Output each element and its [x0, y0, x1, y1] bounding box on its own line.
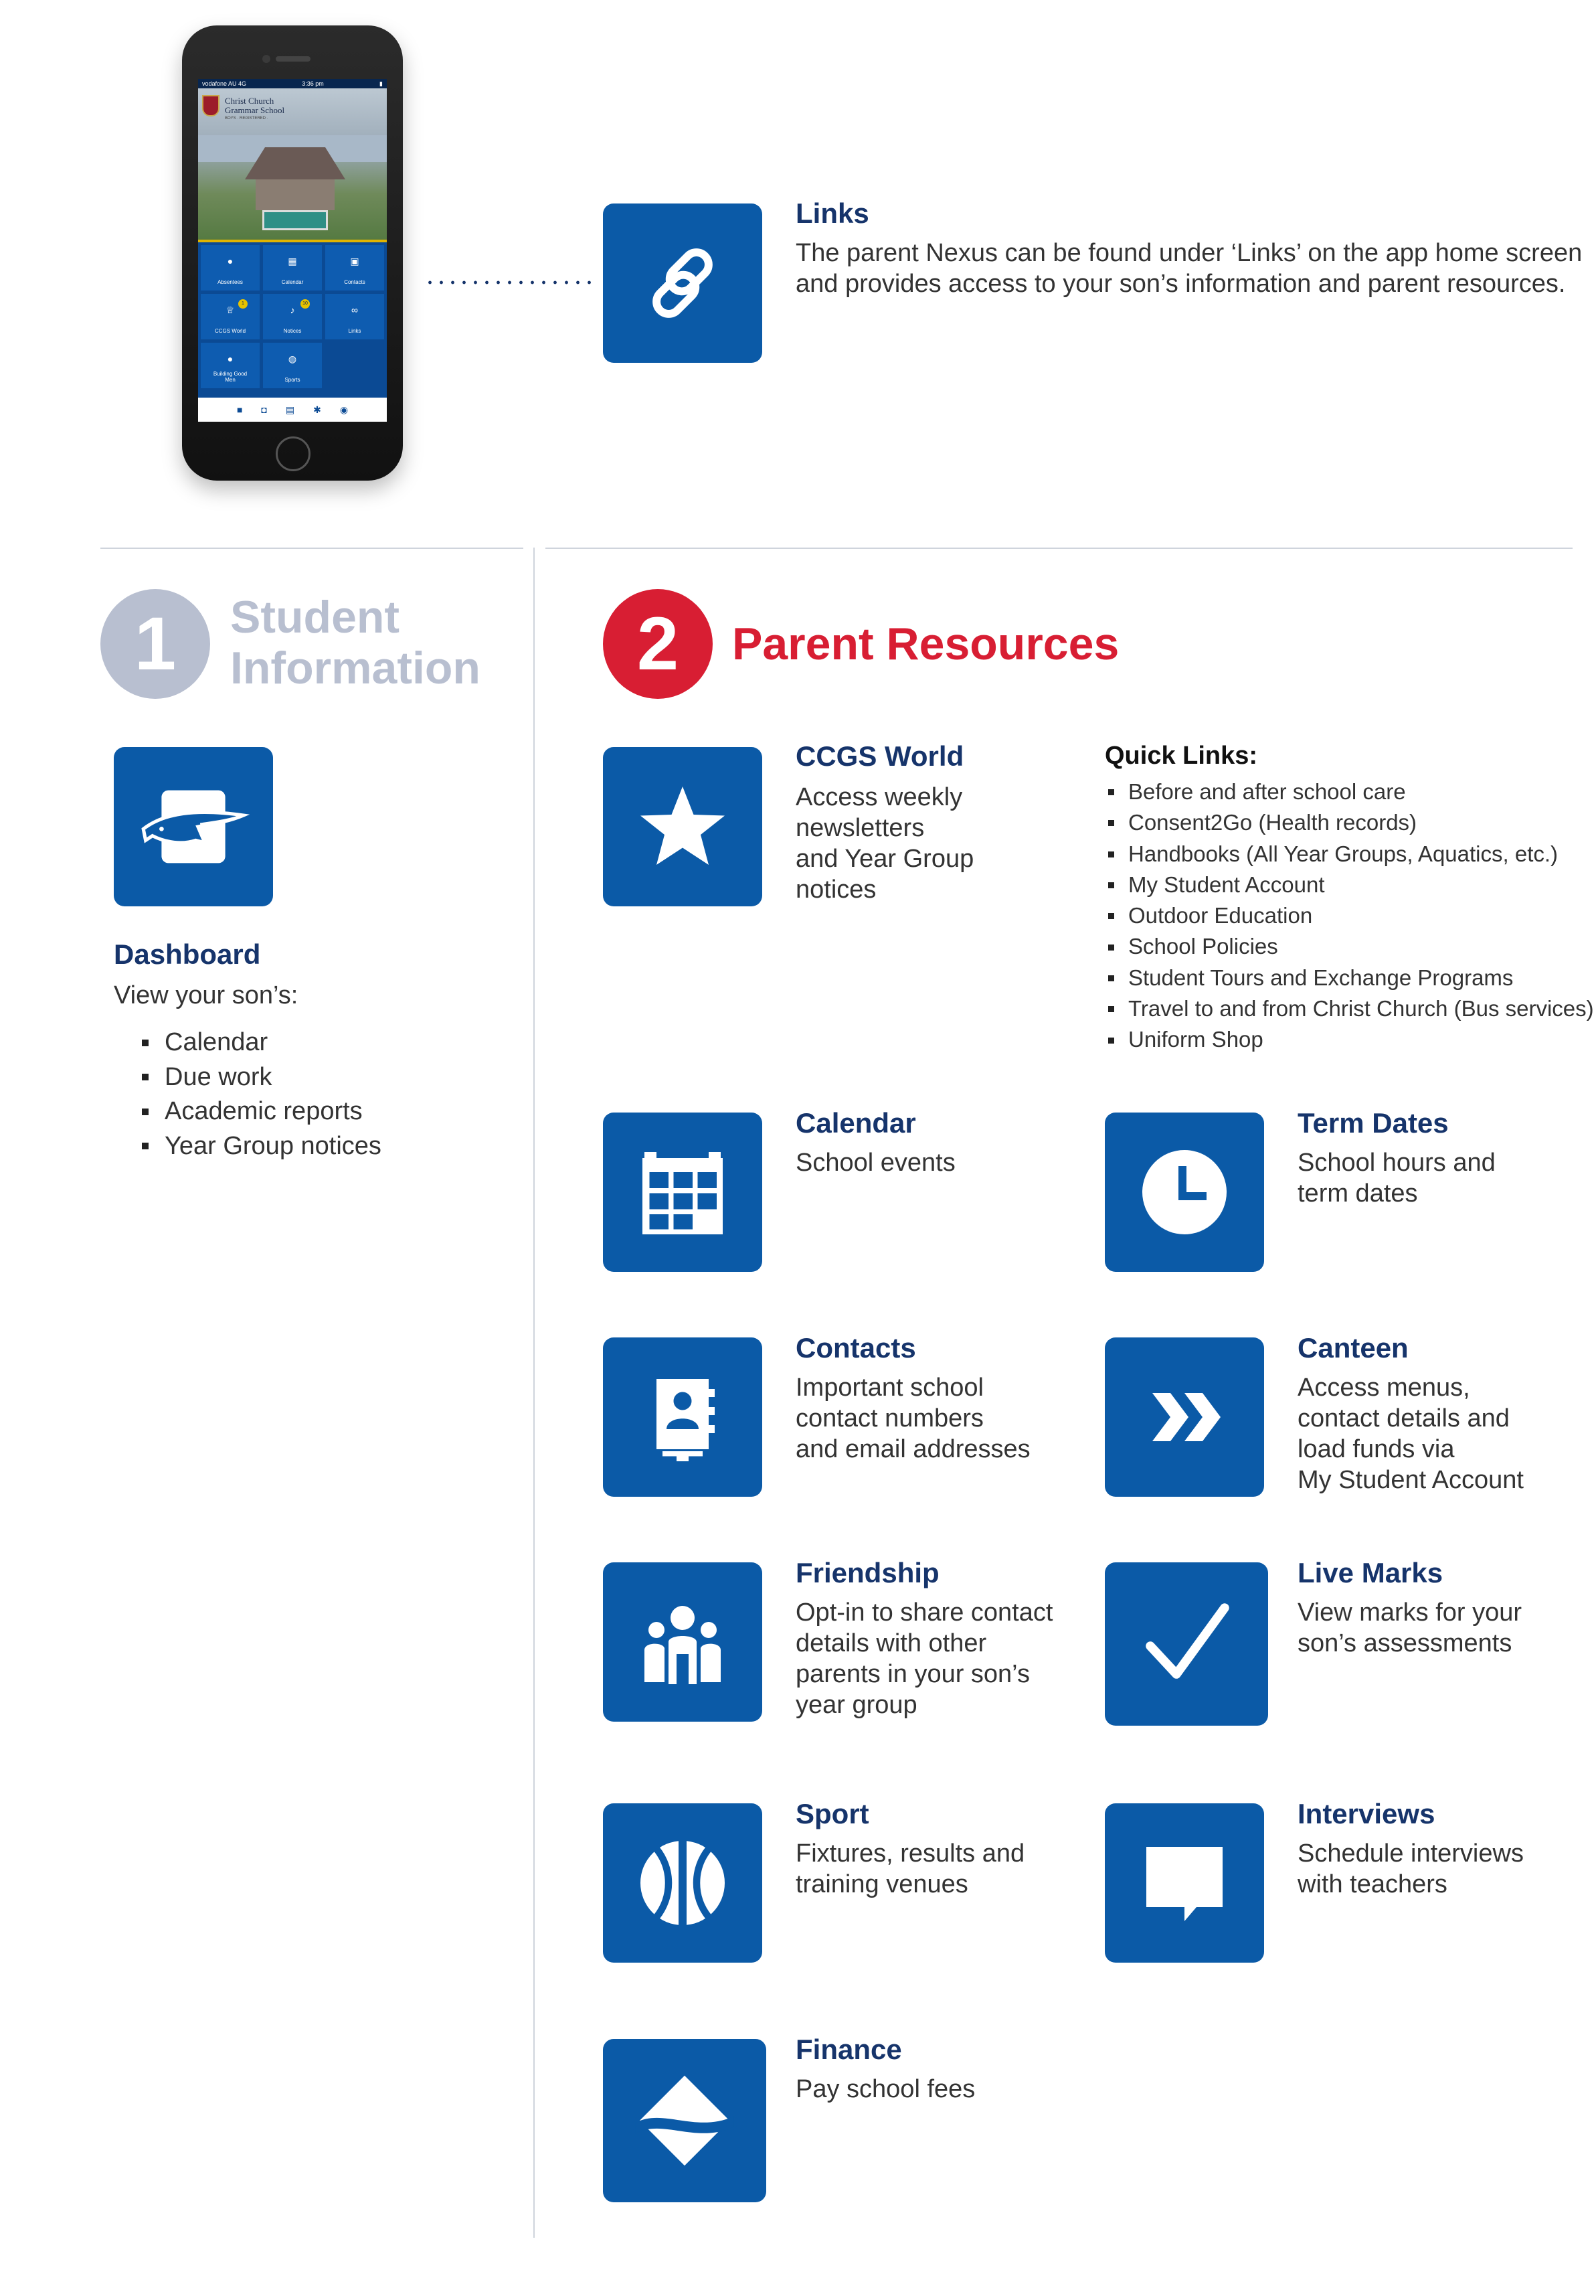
desc-line: Fixtures, results and — [796, 1839, 1025, 1868]
gold-divider — [198, 240, 387, 242]
term-dates-description — [1298, 1147, 1496, 1209]
interviews-tile[interactable] — [1105, 1803, 1264, 1963]
app-tile-links[interactable] — [325, 294, 384, 339]
notification-badge: 10 — [300, 299, 310, 309]
bell-icon: ♪ — [290, 305, 295, 315]
quick-link-item[interactable]: Travel to and from Christ Church (Bus services) — [1128, 993, 1594, 1024]
sport-tile[interactable] — [603, 1803, 762, 1963]
live-marks-tile[interactable] — [1105, 1562, 1268, 1726]
calendar-icon — [632, 1142, 733, 1242]
heading-line: Information — [230, 643, 480, 693]
canteen-title: Canteen — [1298, 1332, 1409, 1364]
desc-line: Pay school fees — [796, 2075, 976, 2103]
quick-link-item[interactable]: School Policies — [1128, 931, 1594, 962]
dashboard-tile[interactable] — [114, 747, 273, 906]
quick-link-item[interactable]: Student Tours and Exchange Programs — [1128, 963, 1594, 993]
school-subtitle: BOYS · REGISTERED · — [225, 116, 268, 120]
phone-status-bar — [198, 79, 387, 88]
interviews-title: Interviews — [1298, 1798, 1435, 1829]
desc-line: Schedule interviews — [1298, 1839, 1524, 1868]
quick-link-item[interactable]: Consent2Go (Health records) — [1128, 807, 1594, 838]
clock-icon — [1134, 1142, 1235, 1242]
desc-line: contact numbers — [796, 1404, 984, 1432]
desc-line: My Student Account — [1298, 1466, 1524, 1494]
term-dates-tile[interactable] — [1105, 1113, 1264, 1272]
desc-line: details with other — [796, 1629, 987, 1657]
phone-camera — [262, 55, 270, 63]
hero-building — [256, 179, 335, 210]
status-time: 3:36 pm — [302, 80, 324, 87]
desc-line: Opt-in to share contact — [796, 1598, 1053, 1627]
quick-link-item[interactable]: Uniform Shop — [1128, 1024, 1594, 1055]
globe-icon[interactable]: ◉ — [339, 404, 349, 415]
trophy-icon: ♕ — [226, 305, 235, 315]
finance-title: Finance — [796, 2034, 902, 2065]
hero-pool — [262, 210, 328, 230]
desc-line: newsletters — [796, 814, 925, 842]
status-carrier: vodafone AU 4G — [202, 80, 247, 87]
app-tile-label: Calendar — [281, 279, 304, 285]
school-name: Christ Church Grammar School — [225, 96, 285, 115]
live-marks-title: Live Marks — [1298, 1557, 1443, 1588]
phone-home-button — [276, 436, 311, 471]
section-number-1: 1 — [100, 589, 210, 699]
app-tile-absentees[interactable] — [201, 245, 260, 291]
quick-link-item[interactable]: Outdoor Education — [1128, 900, 1594, 931]
app-tile-label: Building Good Men — [213, 371, 248, 383]
links-tile[interactable] — [603, 203, 762, 363]
phone-mockup — [182, 25, 403, 481]
facebook-icon[interactable]: ■ — [236, 404, 243, 415]
list-item: Due work — [165, 1060, 381, 1095]
app-tile-contacts[interactable] — [325, 245, 384, 291]
quick-link-item[interactable]: Before and after school care — [1128, 776, 1594, 807]
sport-title: Sport — [796, 1798, 869, 1829]
app-tile-label: Notices — [283, 328, 302, 334]
finance-description — [796, 2074, 975, 2105]
battery-icon: ▮ — [379, 80, 383, 87]
app-tile-label: CCGS World — [214, 328, 246, 334]
canteen-description — [1298, 1372, 1524, 1495]
desc-line: notices — [796, 876, 877, 904]
social-bar — [198, 398, 387, 422]
canteen-tile[interactable] — [1105, 1337, 1264, 1497]
app-tile-label: Absentees — [217, 279, 243, 285]
desc-line: Important school — [796, 1374, 984, 1402]
app-tile-notices[interactable] — [263, 294, 322, 339]
ball-icon — [632, 1833, 733, 1933]
calendar-description — [796, 1147, 956, 1178]
desc-line: and Year Group — [796, 845, 974, 873]
live-marks-description — [1298, 1597, 1522, 1659]
links-desc-line: and provides access to your son’s information and parent resources. — [796, 270, 1566, 298]
dashboard-intro: View your son’s: — [114, 981, 298, 1009]
calendar-tile[interactable] — [603, 1113, 762, 1272]
friendship-description — [796, 1597, 1053, 1720]
diamond-wave-icon — [631, 2067, 738, 2174]
dashboard-list — [165, 1026, 381, 1163]
contacts-title: Contacts — [796, 1332, 916, 1364]
term-dates-title: Term Dates — [1298, 1107, 1449, 1139]
parent-resources-heading: Parent Resources — [732, 619, 1120, 669]
link-icon — [636, 236, 729, 330]
ccgs-world-description — [796, 782, 974, 905]
school-crest-icon — [202, 95, 219, 116]
app-tile-calendar[interactable] — [263, 245, 322, 291]
speech-bubble-icon — [1134, 1833, 1235, 1933]
desc-line: Access menus, — [1298, 1374, 1470, 1402]
app-tile-sports[interactable] — [263, 343, 322, 388]
desc-line: load funds via — [1298, 1435, 1455, 1463]
dotted-connector — [424, 280, 592, 284]
school-branding — [202, 95, 302, 129]
desc-line: and email addresses — [796, 1435, 1031, 1463]
section-number-2: 2 — [603, 589, 713, 699]
links-desc-line: The parent Nexus can be found under ‘Links’ on the app home screen — [796, 239, 1583, 267]
quick-links-title: Quick Links: — [1105, 742, 1258, 770]
gear-icon[interactable]: ✱ — [313, 404, 321, 415]
app-tile-label: Contacts — [344, 279, 365, 285]
address-book-icon — [632, 1367, 733, 1467]
divider-right — [545, 548, 1573, 549]
desc-line: term dates — [1298, 1179, 1418, 1208]
friendship-title: Friendship — [796, 1557, 940, 1588]
double-chevron-icon — [1134, 1367, 1235, 1467]
ccgs-world-tile[interactable] — [603, 747, 762, 906]
contacts-description — [796, 1372, 1031, 1465]
desc-line: View marks for your — [1298, 1598, 1522, 1627]
person-icon: ● — [227, 256, 234, 266]
quick-links-list — [1128, 776, 1594, 1056]
checkmark-icon — [1136, 1594, 1237, 1694]
list-item: Year Group notices — [165, 1129, 381, 1164]
app-tile-building-good-men[interactable] — [201, 343, 260, 388]
finance-tile[interactable] — [603, 2039, 766, 2202]
instagram-icon[interactable]: ◘ — [261, 404, 267, 415]
desc-line: son’s assessments — [1298, 1629, 1512, 1657]
list-item: Calendar — [165, 1026, 381, 1060]
hero-roof — [245, 147, 345, 179]
calendar-icon: ▦ — [288, 256, 297, 266]
student-info-heading — [230, 592, 480, 693]
desc-line: year group — [796, 1691, 917, 1719]
desc-line: contact details and — [1298, 1404, 1510, 1432]
desc-line: parents in your son’s — [796, 1660, 1030, 1688]
app-tile-label: Sports — [284, 377, 300, 383]
person-icon: ● — [227, 353, 234, 364]
dashboard-title: Dashboard — [114, 938, 261, 970]
desc-line: training venues — [796, 1870, 968, 1898]
divider-vertical — [533, 548, 535, 2238]
list-item: Academic reports — [165, 1094, 381, 1129]
links-description — [796, 238, 1582, 299]
links-title: Links — [796, 197, 869, 229]
contacts-tile[interactable] — [603, 1337, 762, 1497]
heading-line: Student — [230, 592, 400, 643]
quick-link-item[interactable]: Handbooks (All Year Groups, Aquatics, etc.) — [1128, 839, 1594, 870]
desc-line: School hours and — [1298, 1149, 1496, 1177]
friendship-tile[interactable] — [603, 1562, 762, 1722]
desc-line: Access weekly — [796, 783, 963, 811]
quick-link-item[interactable]: My Student Account — [1128, 870, 1594, 900]
ball-icon: ◍ — [288, 353, 297, 364]
notification-badge: 1 — [238, 299, 248, 309]
desc-line: with teachers — [1298, 1870, 1447, 1898]
phone-speaker — [276, 56, 311, 62]
ccgs-world-title: CCGS World — [796, 740, 964, 772]
link-icon: ∞ — [351, 305, 358, 315]
app-hero-image — [198, 88, 387, 240]
whale-icon — [137, 770, 250, 884]
app-tile-ccgs-world[interactable] — [201, 294, 260, 339]
calendar-title: Calendar — [796, 1107, 916, 1139]
news-icon[interactable]: ▤ — [285, 404, 295, 415]
desc-line: School events — [796, 1149, 956, 1177]
contacts-icon: ▣ — [350, 256, 359, 266]
interviews-description — [1298, 1838, 1524, 1900]
people-group-icon — [632, 1592, 733, 1692]
divider-left — [100, 548, 523, 549]
star-icon — [632, 776, 733, 877]
sport-description — [796, 1838, 1025, 1900]
phone-screen — [198, 79, 387, 422]
app-tile-label: Links — [348, 328, 361, 334]
